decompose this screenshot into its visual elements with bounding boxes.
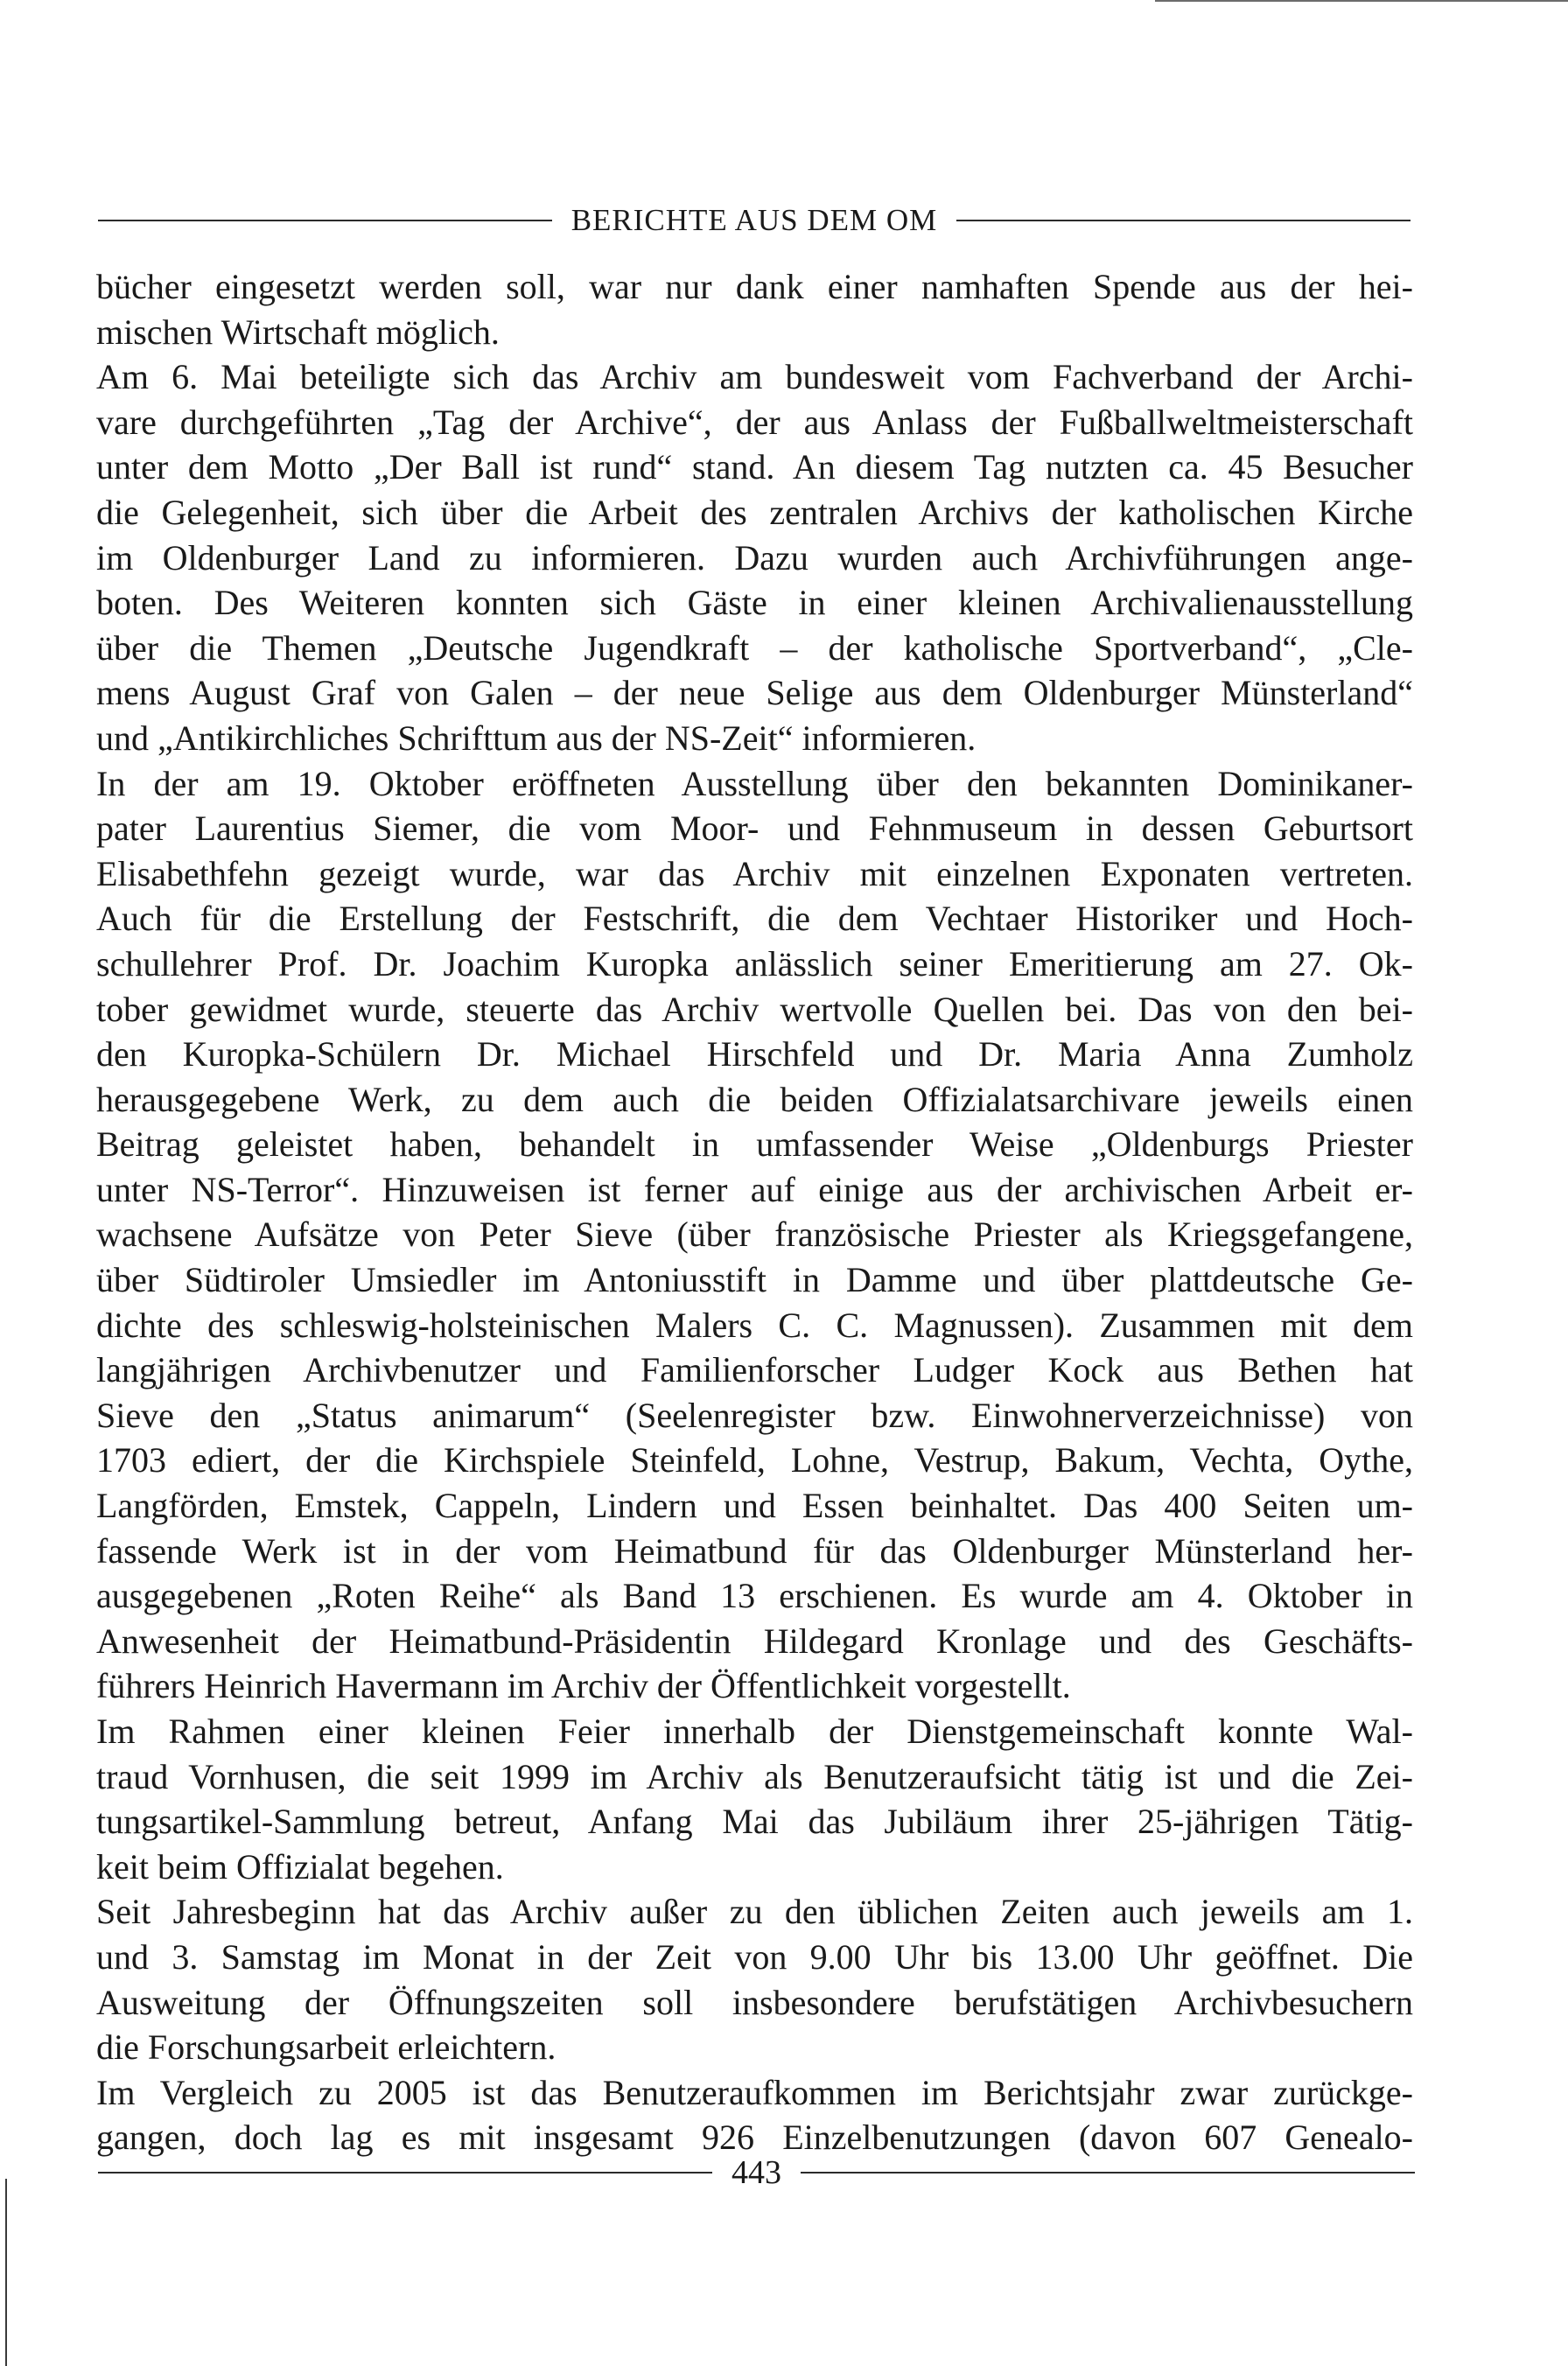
text-line: tungsartikel-Sammlung betreut, Anfang Mai das Jubiläum ihrer 25-jährigen Tätig- [96,1802,1413,1842]
page-number: 443 [732,2154,781,2191]
text-line: über die Themen „Deutsche Jugendkraft – der katholische Sportverband“, „Cle- [96,627,1413,668]
footer-rule-right [801,2172,1415,2174]
footer-rule-left [98,2172,712,2174]
header-rule-right [956,220,1410,221]
text-line: unter dem Motto „Der Ball ist rund“ stand. An diesem Tag nutzten ca. 45 Besucher [96,447,1413,487]
text-line: im Oldenburger Land zu informieren. Dazu wurden auch Archivführungen ange- [96,537,1413,578]
text-line: Beitrag geleistet haben, behandelt in umfassender Weise „Oldenburgs Priester [96,1124,1413,1165]
text-line: wachsene Aufsätze von Peter Sieve (über französische Priester als Kriegsgefangene, [96,1214,1413,1255]
text-line: langjährigen Archivbenutzer und Familienforscher Ludger Kock aus Bethen hat [96,1350,1413,1390]
text-line: Auch für die Erstellung der Festschrift, die dem Vechtaer Historiker und Hoch- [96,899,1413,939]
scan-edge-mark [5,2179,7,2366]
text-line: den Kuropka-Schülern Dr. Michael Hirschfeld und Dr. Maria Anna Zumholz [96,1034,1413,1074]
running-head [98,200,1410,242]
text-line: unter NS-Terror“. Hinzuweisen ist ferner auf einige aus der archivischen Arbeit er- [96,1169,1413,1209]
text-line: 1703 ediert, der die Kirchspiele Steinfeld, Lohne, Vestrup, Bakum, Vechta, Oythe, [96,1440,1413,1480]
text-line: die Gelegenheit, sich über die Arbeit des zentralen Archivs der katholischen Kirche [96,492,1413,532]
text-line: keit beim Offizialat begehen. [96,1846,504,1886]
text-line: Ausweitung der Öffnungszeiten soll insbesondere berufstätigen Archivbesuchern [96,1982,1413,2022]
text-line: gangen, doch lag es mit insgesamt 926 Einzelbenutzungen (davon 607 Genealo- [96,2118,1413,2158]
text-line: schullehrer Prof. Dr. Joachim Kuropka anlässlich seiner Emeritierung am 27. Ok- [96,943,1413,984]
text-line: boten. Des Weiteren konnten sich Gäste in einer kleinen Archivalienausstellung [96,583,1413,623]
text-line: und 3. Samstag im Monat in der Zeit von 9.00 Uhr bis 13.00 Uhr geöffnet. Die [96,1936,1413,1977]
text-line: die Forschungsarbeit erleichtern. [96,2027,556,2068]
running-title: BERICHTE AUS DEM OM [570,203,938,237]
text-line: Sieve den „Status animarum“ (Seelenregister bzw. Einwohnerverzeichnisse) von [96,1395,1413,1435]
text-line: Anwesenheit der Heimatbund-Präsidentin Hildegard Kronlage und des Geschäfts- [96,1620,1413,1661]
text-line: ausgegebenen „Roten Reihe“ als Band 13 erschienen. Es wurde am 4. Oktober in [96,1576,1413,1616]
text-line: Im Vergleich zu 2005 ist das Benutzeraufkommen im Berichtsjahr zwar zurückge- [96,2072,1413,2112]
text-line: In der am 19. Oktober eröffneten Ausstellung über den bekannten Dominikaner- [96,763,1413,803]
text-line: Im Rahmen einer kleinen Feier innerhalb der Dienstgemeinschaft konnte Wal- [96,1712,1413,1751]
text-line: fassende Werk ist in der vom Heimatbund für das Oldenburger Münsterland her- [96,1530,1413,1571]
text-line: tober gewidmet wurde, steuerte das Archiv wertvolle Quellen bei. Das von den bei- [96,989,1413,1029]
text-line: und „Antikirchliches Schrifttum aus der NS-Zeit“ informieren. [96,718,976,758]
text-line: vare durchgeführten „Tag der Archive“, der aus Anlass der Fußballweltmeisterschaft [96,402,1413,442]
text-line: Am 6. Mai beteiligte sich das Archiv am bundesweit vom Fachverband der Archi- [96,357,1413,397]
text-line: mischen Wirtschaft möglich. [96,312,500,352]
text-line: führers Heinrich Havermann im Archiv der Öffentlichkeit vorgestellt. [96,1666,1071,1706]
text-line: Seit Jahresbeginn hat das Archiv außer zu den üblichen Zeiten auch jeweils am 1. [96,1892,1413,1932]
text-line: Elisabethfehn gezeigt wurde, war das Archiv mit einzelnen Exponaten vertreten. [96,853,1413,893]
text-line: herausgegebene Werk, zu dem auch die beiden Offizialatsarchivare jeweils einen [96,1079,1413,1119]
scan-edge-line [1155,0,1568,2]
text-line: über Südtiroler Umsiedler im Antoniusstift in Damme und über plattdeutsche Ge- [96,1260,1413,1300]
text-line: dichte des schleswig-holsteinischen Malers C. C. Magnussen). Zusammen mit dem [96,1305,1413,1345]
text-line: pater Laurentius Siemer, die vom Moor- und Fehnmuseum in dessen Geburtsort [96,808,1413,849]
text-line: bücher eingesetzt werden soll, war nur dank einer namhaften Spende aus der hei- [96,267,1413,306]
text-line: traud Vornhusen, die seit 1999 im Archiv als Benutzeraufsicht tätig ist und die Zei- [96,1756,1413,1796]
body-text [96,264,1413,2160]
header-rule-left [98,220,552,221]
page-footer [98,2151,1415,2194]
text-line: Langförden, Emstek, Cappeln, Lindern und Essen beinhaltet. Das 400 Seiten um- [96,1486,1413,1526]
text-line: mens August Graf von Galen – der neue Selige aus dem Oldenburger Münsterland“ [96,673,1413,713]
